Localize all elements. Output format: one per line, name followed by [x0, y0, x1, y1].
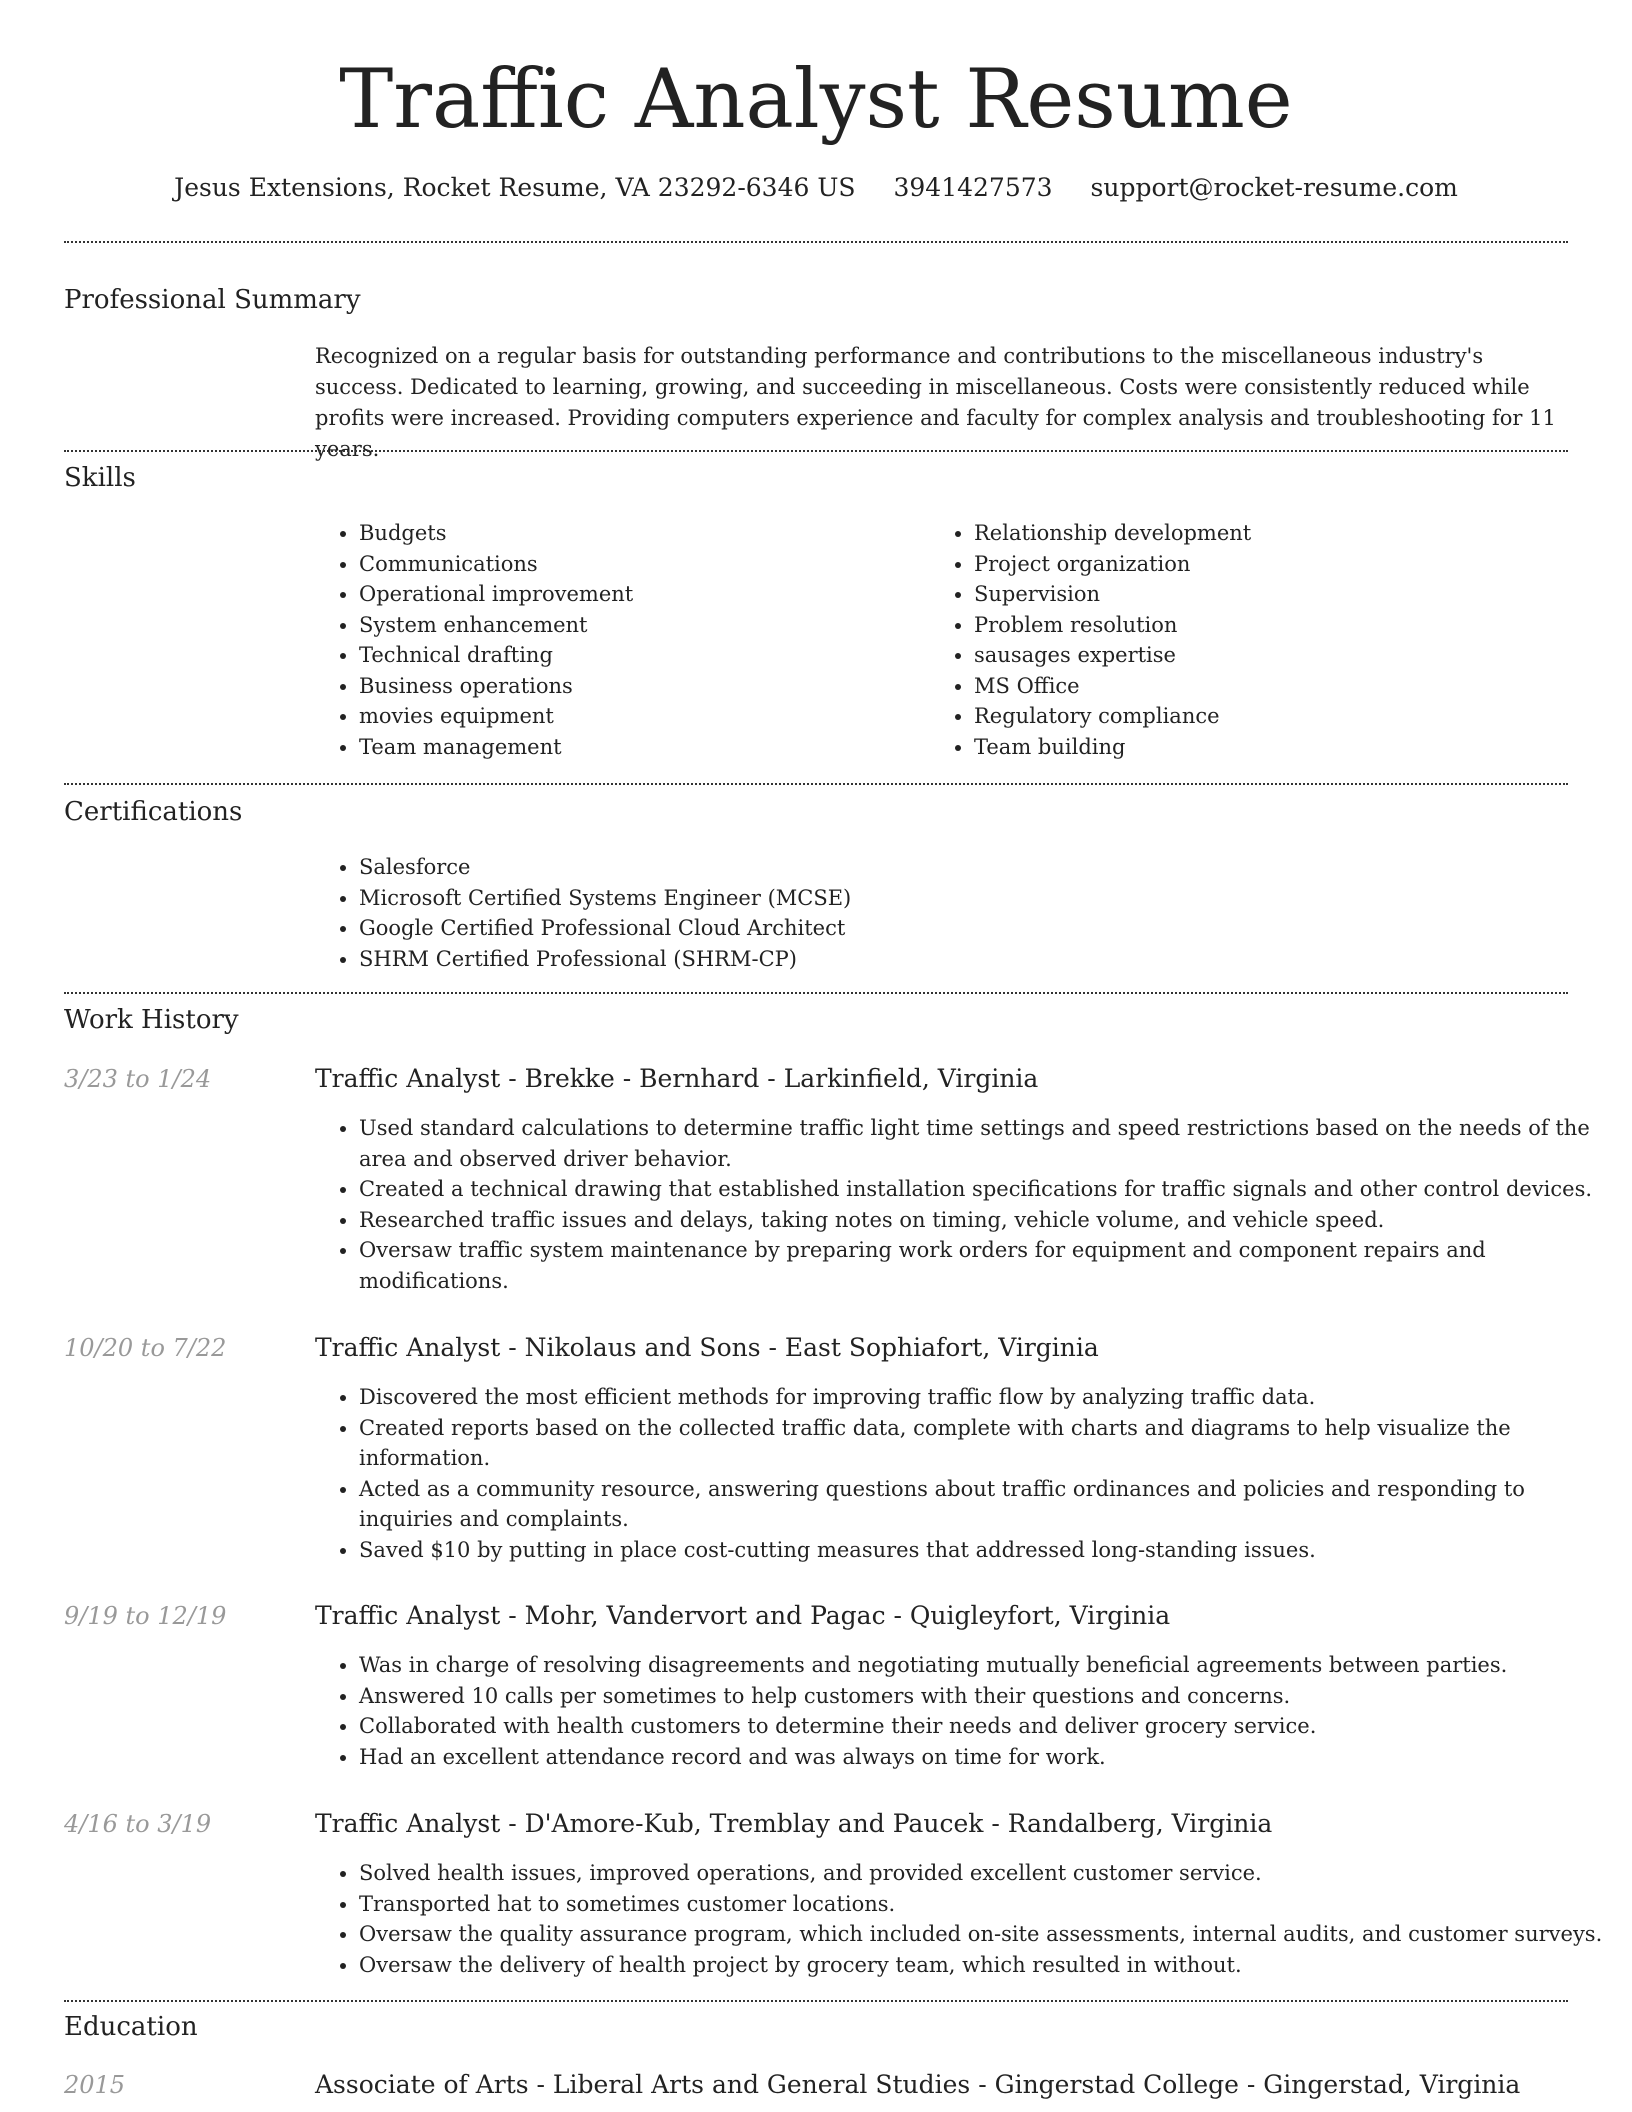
- job-dates: 3/23 to 1/24: [64, 1065, 212, 1093]
- education-heading: Education: [64, 2012, 198, 2042]
- job-bullets: [315, 1858, 1609, 1980]
- list-item: • Communications: [359, 549, 919, 580]
- list-item: • SHRM Certified Professional (SHRM-CP): [359, 944, 1609, 975]
- job-title: Traffic Analyst - Mohr, Vandervort and Pagac - Quigleyfort, Virginia: [315, 1601, 1171, 1630]
- job-dates: 10/20 to 7/22: [64, 1334, 227, 1362]
- contact-email[interactable]: support@rocket-resume.com: [1090, 173, 1458, 202]
- list-item: • Regulatory compliance: [974, 701, 1574, 732]
- list-item: • movies equipment: [359, 701, 919, 732]
- list-item: • Answered 10 calls per sometimes to help customers with their questions and concerns.: [359, 1681, 1609, 1712]
- list-item: • Created reports based on the collected traffic data, complete with charts and diagrams to help visualize the information.: [359, 1413, 1609, 1474]
- skills-list-right: [930, 518, 1574, 762]
- list-item: • sausages expertise: [974, 640, 1574, 671]
- list-item: • Budgets: [359, 518, 919, 549]
- list-item: • Created a technical drawing that established installation specifications for traffic signals and other control devices.: [359, 1174, 1609, 1205]
- job-title: Traffic Analyst - Nikolaus and Sons - East Sophiafort, Virginia: [315, 1333, 1099, 1362]
- divider: [64, 2000, 1568, 2002]
- skills-list-left: [315, 518, 919, 762]
- list-item: • Used standard calculations to determine traffic light time settings and speed restrictions based on the needs of the area and observed driver behavior.: [359, 1113, 1609, 1174]
- list-item: • Acted as a community resource, answering questions about traffic ordinances and policies and responding to inquiries and complaints.: [359, 1474, 1609, 1535]
- list-item: • Relationship development: [974, 518, 1574, 549]
- list-item: • Technical drafting: [359, 640, 919, 671]
- list-item: • System enhancement: [359, 610, 919, 641]
- contact-line: [0, 171, 1632, 205]
- list-item: • MS Office: [974, 671, 1574, 702]
- list-item: • Oversaw the quality assurance program, which included on-site assessments, internal audits, and customer surveys.: [359, 1919, 1609, 1950]
- job-bullets: [315, 1113, 1609, 1296]
- list-item: • Problem resolution: [974, 610, 1574, 641]
- education-year: 2015: [64, 2071, 126, 2099]
- education-title: Associate of Arts - Liberal Arts and General Studies - Gingerstad College - Gingerstad, Virginia: [315, 2070, 1521, 2099]
- list-item: • Discovered the most efficient methods for improving traffic flow by analyzing traffic data.: [359, 1382, 1609, 1413]
- list-item: • Oversaw traffic system maintenance by preparing work orders for equipment and component repairs and modifications.: [359, 1235, 1609, 1296]
- list-item: • Operational improvement: [359, 579, 919, 610]
- work-heading: Work History: [64, 1005, 239, 1035]
- divider: [64, 783, 1568, 785]
- list-item: • Project organization: [974, 549, 1574, 580]
- list-item: • Oversaw the delivery of health project by grocery team, which resulted in without.: [359, 1950, 1609, 1981]
- divider: [64, 992, 1568, 994]
- list-item: • Team management: [359, 732, 919, 763]
- certifications-heading: Certifications: [64, 797, 243, 827]
- list-item: • Solved health issues, improved operations, and provided excellent customer service.: [359, 1858, 1609, 1889]
- summary-heading: Professional Summary: [64, 285, 361, 315]
- divider: [64, 450, 1568, 452]
- job-title: Traffic Analyst - D'Amore-Kub, Tremblay and Paucek - Randalberg, Virginia: [315, 1809, 1273, 1838]
- list-item: • Saved $10 by putting in place cost-cutting measures that addressed long-standing issues.: [359, 1535, 1609, 1566]
- list-item: • Collaborated with health customers to determine their needs and deliver grocery service.: [359, 1711, 1609, 1742]
- list-item: • Microsoft Certified Systems Engineer (MCSE): [359, 883, 1609, 914]
- list-item: • Google Certified Professional Cloud Architect: [359, 913, 1609, 944]
- list-item: • Salesforce: [359, 852, 1609, 883]
- list-item: • Team building: [974, 732, 1574, 763]
- contact-phone: 3941427573: [893, 173, 1053, 202]
- job-bullets: [315, 1382, 1609, 1565]
- contact-address: Jesus Extensions, Rocket Resume, VA 23292-6346 US: [174, 173, 856, 202]
- job-bullets: [315, 1650, 1609, 1772]
- divider: [64, 241, 1568, 243]
- list-item: • Supervision: [974, 579, 1574, 610]
- list-item: • Was in charge of resolving disagreements and negotiating mutually beneficial agreements between parties.: [359, 1650, 1609, 1681]
- job-dates: 4/16 to 3/19: [64, 1810, 212, 1838]
- list-item: • Transported hat to sometimes customer locations.: [359, 1889, 1609, 1920]
- list-item: • Had an excellent attendance record and was always on time for work.: [359, 1742, 1609, 1773]
- list-item: • Business operations: [359, 671, 919, 702]
- skills-heading: Skills: [64, 463, 136, 493]
- page-title: Traffic Analyst Resume: [339, 53, 1293, 147]
- certifications-list: [315, 852, 1609, 974]
- job-dates: 9/19 to 12/19: [64, 1602, 227, 1630]
- summary-text: Recognized on a regular basis for outstanding performance and contributions to the miscellaneous industry's success. Dedicated to learning, growing, and succeeding in miscellaneous. Costs were consistently reduced while profits were increased. Providing computers experience and faculty for complex analysis and troubleshooting for 11 years.: [315, 344, 1556, 461]
- job-title: Traffic Analyst - Brekke - Bernhard - Larkinfield, Virginia: [315, 1064, 1039, 1093]
- list-item: • Researched traffic issues and delays, taking notes on timing, vehicle volume, and vehicle speed.: [359, 1205, 1609, 1236]
